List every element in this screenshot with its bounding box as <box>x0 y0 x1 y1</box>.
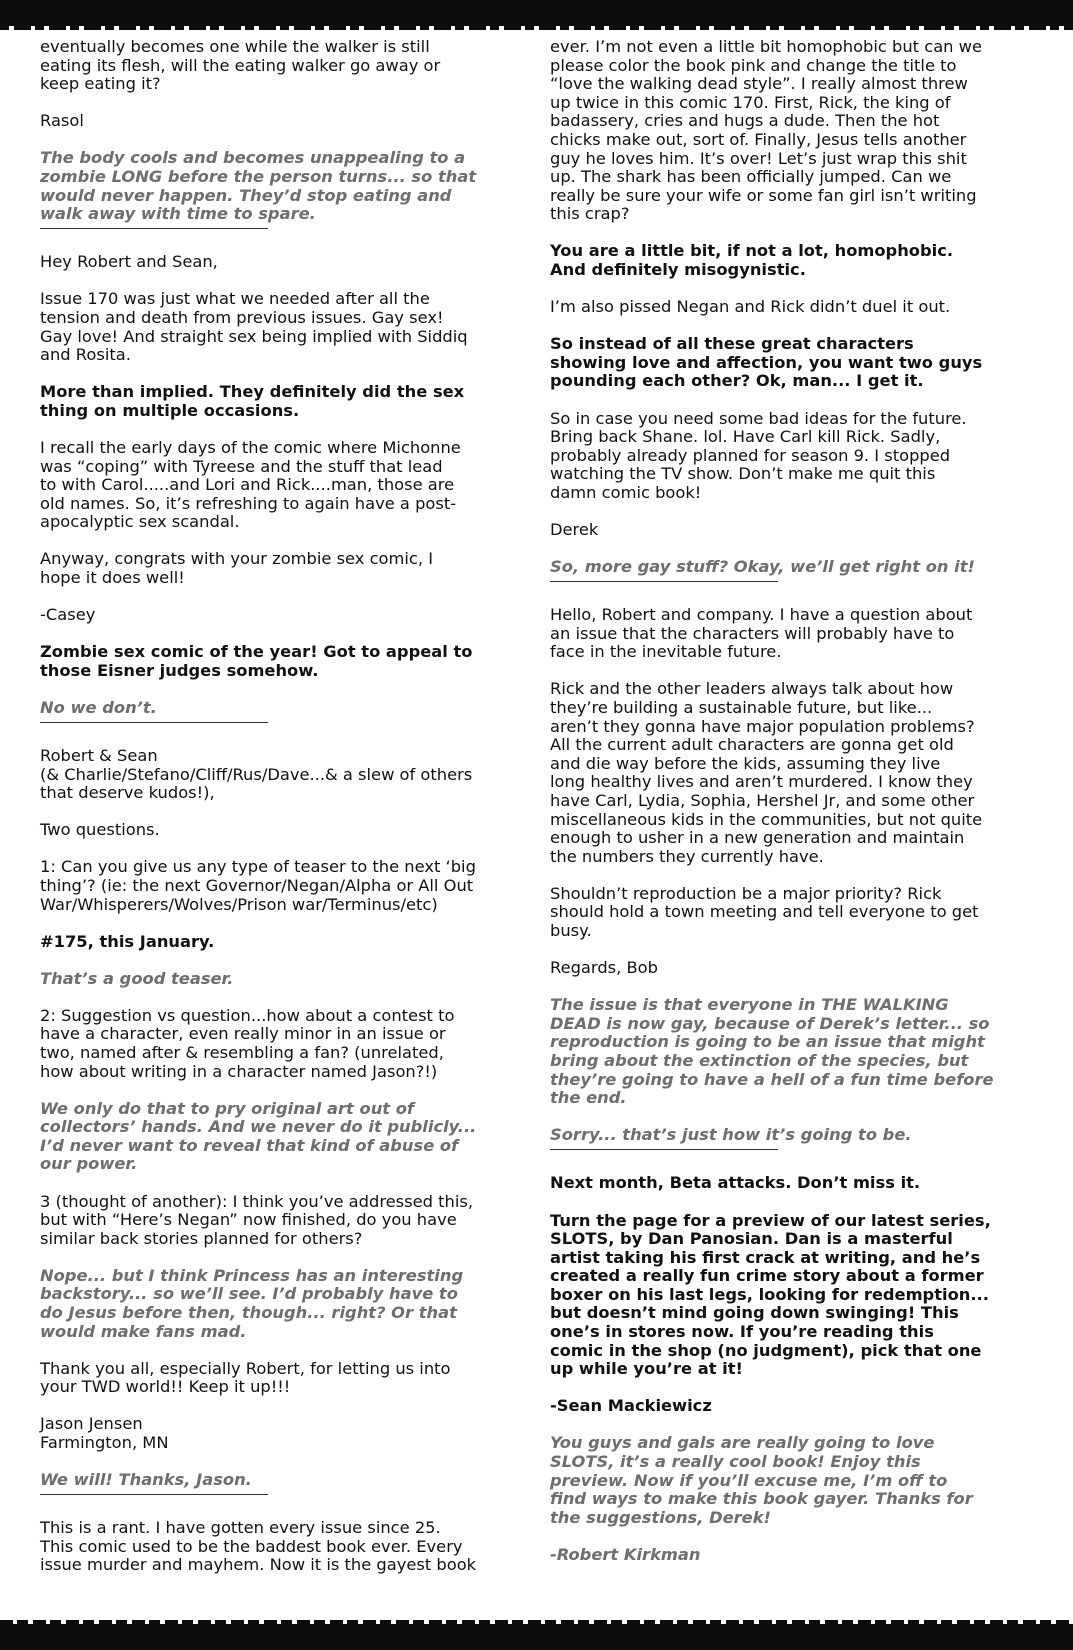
editor-reply: So, more gay stuff? Okay, we’ll get right on it! <box>550 557 975 577</box>
section-divider <box>550 1149 778 1150</box>
torn-top-border <box>0 0 1073 26</box>
editor-reply: We only do that to pry original art out of collectors’ hands. And we never do it publicly... I’d never want to reveal that kind of abuse of our power. <box>40 1098 477 1174</box>
editor-reply-bold: More than implied. They definitely did the sex thing on multiple occasions. <box>40 382 465 420</box>
reader-letter-paragraph: Rasol <box>40 111 84 131</box>
reader-letter-paragraph: Anyway, congrats with your zombie sex comic, I hope it does well! <box>40 549 433 587</box>
reader-letter-paragraph: ever. I’m not even a little bit homophobic but can we please color the book pink and change the title to “love the walking dead style”. I really almost threw up twice in this comic 170. First, Rick, the king of badassery, cries and hugs a dude. Then the hot chicks make out, sort of. Finally, Jesus tells another guy he loves him. It’s over! Let’s just wrap this shit up. The shark has been officially jumped. Can we really be sure your wife or some fan girl isn’t writing this crap? <box>550 37 983 224</box>
reader-letter-paragraph: I recall the early days of the comic where Michonne was “coping” with Tyreese and the stuff that lead to with Carol.....and Lori and Rick....man, those are old names. So, it’s refreshing to again have a post- apocalyptic sex scandal. <box>40 437 461 532</box>
editor-reply: That’s a good teaser. <box>40 968 234 988</box>
editor-reply-bold: Zombie sex comic of the year! Got to appeal to those Eisner judges somehow. <box>40 642 473 680</box>
editor-reply-bold: #175, this January. <box>40 931 215 951</box>
editor-reply-bold: -Sean Mackiewicz <box>550 1396 712 1416</box>
reader-letter-paragraph: Hello, Robert and company. I have a question about an issue that the characters will probably have to face in the inevitable future. <box>550 605 973 662</box>
section-divider <box>550 581 778 582</box>
reader-letter-paragraph: Hey Robert and Sean, <box>40 252 218 272</box>
reader-letter-paragraph: Derek <box>550 519 599 539</box>
section-divider <box>40 228 268 229</box>
reader-letter-paragraph: I’m also pissed Negan and Rick didn’t duel it out. <box>550 297 951 317</box>
reader-letter-paragraph: -Casey <box>40 605 96 625</box>
reader-letter-paragraph: Thank you all, especially Robert, for letting us into your TWD world!! Keep it up!!! <box>40 1358 451 1397</box>
editor-reply: Nope... but I think Princess has an interesting backstory... so we’ll see. I’d probably have to do Jesus before then, though... right? Or that would make fans mad. <box>40 1265 464 1341</box>
editor-reply-bold: So instead of all these great characters showing love and affection, you want two guys pounding each other? Ok, man... I get it. <box>550 334 983 391</box>
reader-letter-paragraph: Regards, Bob <box>550 958 658 978</box>
editor-reply: Sorry... that’s just how it’s going to be. <box>550 1125 912 1145</box>
editor-reply-bold: You are a little bit, if not a lot, homophobic. And definitely misogynistic. <box>550 241 954 280</box>
torn-bottom-border <box>0 1624 1073 1650</box>
section-divider <box>40 722 268 723</box>
reader-letter-paragraph: Jason Jensen Farmington, MN <box>40 1414 169 1452</box>
reader-letter-paragraph: Rick and the other leaders always talk about how they’re building a sustainable future, but like... aren’t they gonna have major population problems? All the current adult characters are gonna get old and die way before the kids, assuming they live long healthy lives and aren’t murdered. I know they have Carl, Lydia, Sophia, Hershel Jr, and some other miscellaneous kids in the communities, but not quite enough to usher in a new generation and maintain the numbers they currently have. <box>550 679 983 866</box>
reader-letter-paragraph: eventually becomes one while the walker is still eating its flesh, will the eating walker go away or keep eating it? <box>40 37 441 94</box>
reader-letter-paragraph: Issue 170 was just what we needed after all the tension and death from previous issues. Gay sex! Gay love! And straight sex being implied with Siddiq and Rosita. <box>40 289 468 365</box>
reader-letter-paragraph: This is a rant. I have gotten every issue since 25. This comic used to be the baddest book ever. Every issue murder and mayhem. Now it is the gayest book <box>40 1518 477 1575</box>
reader-letter-paragraph: So in case you need some bad ideas for the future. Bring back Shane. lol. Have Carl kill Rick. Sadly, probably already planned for season 9. I stopped watching the TV show. Don’t make me quit this damn comic book! <box>550 408 967 502</box>
editor-reply: We will! Thanks, Jason. <box>40 1470 252 1490</box>
reader-letter-paragraph: Shouldn’t reproduction be a major priority? Rick should hold a town meeting and tell everyone to get busy. <box>550 883 979 941</box>
letters-column-left <box>40 38 527 1593</box>
editor-reply: The body cools and becomes unappealing to a zombie LONG before the person turns... so that would never happen. They’d stop eating and walk away with time to spare. <box>40 148 477 224</box>
editor-reply-bold: Next month, Beta attacks. Don’t miss it. <box>550 1173 921 1193</box>
editor-reply-bold: Turn the page for a preview of our latest series, SLOTS, by Dan Panosian. Dan is a masterful artist taking his first crack at writing, and he’s created a really fun crime story about a former boxer on his last legs, looking for redemption... but doesn’t mind going down swinging! This one’s in stores now. If you’re reading this comic in the shop (no judgment), pick that one up while you’re at it! <box>550 1210 991 1379</box>
editor-reply: You guys and gals are really going to love SLOTS, it’s a really cool book! Enjoy this preview. Now if you’ll excuse me, I’m off to find ways to make this book gayer. Thanks for the suggestions, Derek! <box>550 1433 973 1527</box>
reader-letter-paragraph: 3 (thought of another): I think you’ve addressed this, but with “Here’s Negan” now finished, do you have similar back stories planned for others? <box>40 1191 474 1248</box>
section-divider <box>40 1494 268 1495</box>
reader-letter-paragraph: Robert & Sean (& Charlie/Stefano/Cliff/Rus/Dave...& a slew of others that deserve kudos!), <box>40 745 473 803</box>
reader-letter-paragraph: 1: Can you give us any type of teaser to the next ‘big thing’? (ie: the next Governor/Negan/Alpha or All Out War/Whisperers/Wolves/Prison war/Terminus/etc) <box>40 857 476 914</box>
editor-reply: -Robert Kirkman <box>550 1544 701 1564</box>
editor-reply: The issue is that everyone in THE WALKING DEAD is now gay, because of Derek’s letter... so reproduction is going to be an issue that might bring about the extinction of the species, but they’re going to have a hell of a fun time before the end. <box>550 995 994 1108</box>
editor-reply: No we don’t. <box>40 697 157 717</box>
reader-letter-paragraph: 2: Suggestion vs question...how about a contest to have a character, even really minor in an issue or two, named after & resembling a fan? (unrelated, how about writing in a character named Jason?!) <box>40 1005 455 1081</box>
reader-letter-paragraph: Two questions. <box>40 820 160 840</box>
letters-column-right <box>550 38 1035 1583</box>
